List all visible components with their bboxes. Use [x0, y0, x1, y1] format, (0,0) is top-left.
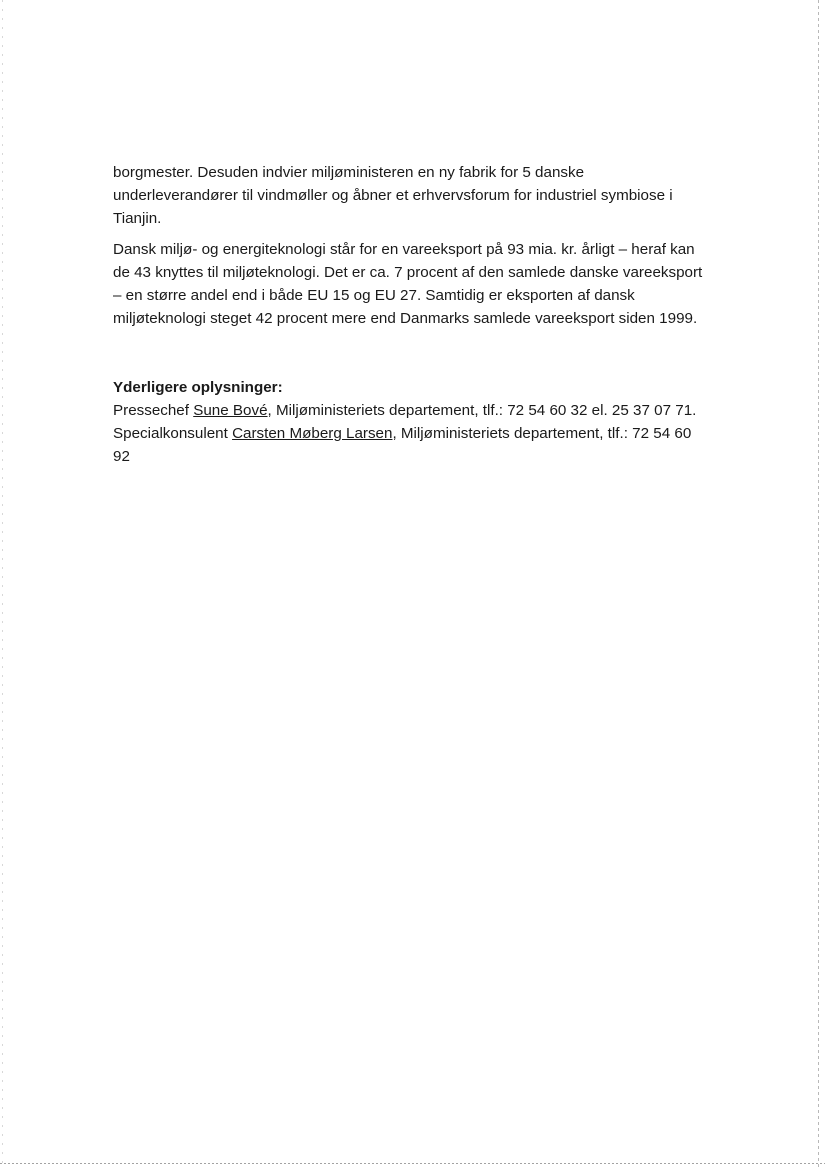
- contact-section: [113, 376, 703, 468]
- scan-edge-left: [2, 0, 3, 1168]
- paragraph-export: Dansk miljø- og energiteknologi står for en vareeksport på 93 mia. kr. årligt – heraf kan de 43 knyttes til miljøteknologi. Det er ca. 7 procent af den samlede danske vareeksport – en større andel end i både EU 15 og EU 27. Samtidig er eksporten af dansk miljøteknologi steget 42 procent mere end Danmarks samlede vareeksport siden 1999.: [113, 241, 703, 327]
- contact-name-link[interactable]: Carsten Møberg Larsen: [232, 425, 393, 442]
- contact-heading: Yderligere oplysninger:: [113, 379, 283, 396]
- contact-details: , Miljøministeriets departement, tlf.: 72 54 60 92: [113, 425, 692, 465]
- scan-edge-bottom: [0, 1163, 825, 1164]
- contact-line-press: [113, 399, 703, 422]
- scan-edge-right: [818, 0, 819, 1168]
- document-body: [113, 161, 703, 468]
- contact-name-link[interactable]: Sune Bové: [193, 402, 268, 419]
- paragraph-intro: borgmester. Desuden indvier miljøministeren en ny fabrik for 5 danske underleverandører til vindmøller og åbner et erhvervsforum for industriel symbiose i Tianjin.: [113, 164, 673, 227]
- contact-title: Pressechef: [113, 402, 189, 419]
- contact-details: , Miljøministeriets departement, tlf.: 72 54 60 32 el. 25 37 07 71.: [267, 402, 697, 419]
- contact-title: Specialkonsulent: [113, 425, 228, 442]
- contact-line-specialist: [113, 422, 703, 468]
